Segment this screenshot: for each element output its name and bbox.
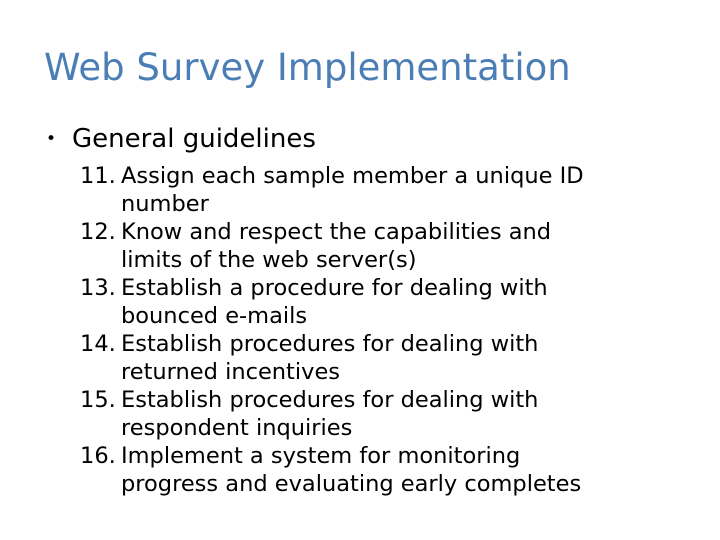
- item-number: 11.: [80, 163, 116, 189]
- item-line: bounced e-mails: [121, 303, 308, 329]
- item-line: Assign each sample member a unique ID: [121, 163, 584, 189]
- bullet-general-guidelines: [46, 122, 316, 156]
- item-line: respondent inquiries: [121, 415, 353, 441]
- guideline-item: [80, 218, 584, 274]
- item-line: progress and evaluating early completes: [121, 471, 582, 497]
- bullet-label: General guidelines: [72, 124, 316, 154]
- item-line: number: [121, 191, 209, 217]
- item-line: Know and respect the capabilities and: [121, 219, 552, 245]
- item-line: limits of the web server(s): [121, 247, 417, 273]
- item-line: returned incentives: [121, 359, 341, 385]
- guideline-list: [80, 162, 584, 498]
- item-number: 13.: [80, 275, 116, 301]
- bullet-marker: •: [46, 129, 57, 149]
- guideline-item: [80, 330, 584, 386]
- guideline-item: [80, 386, 584, 442]
- item-line: Establish a procedure for dealing with: [121, 275, 548, 301]
- item-number: 14.: [80, 331, 116, 357]
- item-line: Establish procedures for dealing with: [121, 387, 539, 413]
- guideline-item: [80, 274, 584, 330]
- item-number: 15.: [80, 387, 116, 413]
- slide-title: Web Survey Implementation: [44, 46, 571, 89]
- item-line: Establish procedures for dealing with: [121, 331, 539, 357]
- item-number: 16.: [80, 443, 116, 469]
- item-line: Implement a system for monitoring: [121, 443, 521, 469]
- guideline-item: [80, 442, 584, 498]
- guideline-item: [80, 162, 584, 218]
- item-number: 12.: [80, 219, 116, 245]
